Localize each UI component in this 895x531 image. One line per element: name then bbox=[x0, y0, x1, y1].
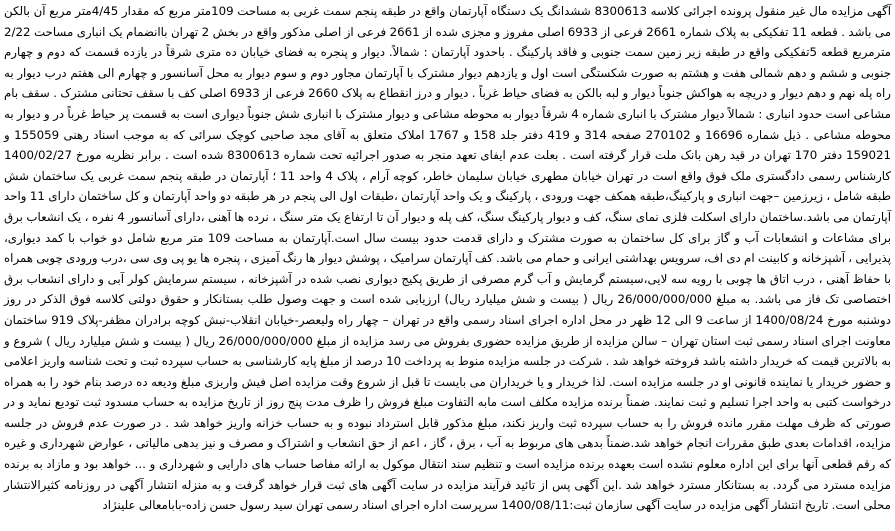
notice-body: آگهی مزایده مال غیر منقول پرونده اجرائی کلاسه 8300613 ششدانگ یک دستگاه آپارتمان واقع در طبقه پنجم سمت غربی به مساحت 109متر مربع که مقدار 4/45متر مربع آن بالکن می باشد . قطعه 11 تفکیکی به پلاک شماره 2661 فرعی از 6933 اصلی مفروز و مجزی شده از 2661 فرعی از اصلی مذکور واقع در بخش 2 تهران باانضمام یک انباری مساحت 2/22 مترمربع قطعه 5تفکیکی واقع در طبقه زیر زمین سمت جنوبی و فاقد پارکینگ . باحدود آپارتمان : شمالاً. دیوار و پنجره به فضای خیابان ده متری شرقاً در یازده قسمت که دوم و چهارم جنوبی و ششم و دهم شمالی هفت و هشتم به صورت شکستگی است اول و یازدهم دیوار مشترک با آپارتمان مجاور دوم و سوم دیوار به محل آسانسور و چهارم الی هفتم درب دیوار به راه پله نهم و دهم دیوار و دریچه به هواکش جنوباً دیوار و لبه بالکن به فضای حیاط غرباً . دیوار و درز انقطاع به پلاک 2660 فرعی از 6933 اصلی کف با سقف تحتانی مشترک . سقف بام مشاعی است حدود انباری : شمالاً دیوار مشترک با انباری شماره 4 شرقاً دیوار به محوطه مشاعی و دیوار مشترک با انباری شش جنوباً دیواری است به قسمت پر حیاط غرباً در و دیوار به محوطه مشاعی . ذیل شماره 16696 و 270102 صفحه 314 و 419 دفتر جلد 158 و 1767 املاک متعلق به آقای مجد صاحبی کوچک سرائی که به موجب اسناد رهنی 155059 و 159021 دفتر 170 تهران در قید رهن بانک ملت قرار گرفته است . بعلت عدم ایفای تعهد منجر به صدور اجرائیه تحت شماره 8300613 شده است . برابر نظریه مورخ 1400/02/27 کارشناس رسمی دادگستری ملک فوق واقع است در تهران خیابان مطهری خیابان سلیمان خاطر، کوچه آرام ، پلاک 4 واحد 11 ؛ آپارتمان در طبقه پنجم سمت غربی یک ساختمان شش طبقه شامل ، زیرزمین –جهت انباری و پارکینگ،طبقه همکف جهت ورودی ، پارکینگ و یک واحد آپارتمان ،طبقات اول الی پنجم در هر طبقه دو واحد آپارتمان و کل ساختمان دارای 11 واحد آپارتمان می باشد.ساختمان دارای اسکلت فلزی نمای سنگ، کف و دیوار پارکینگ سنگ، کف پله و دیوار آن تا ارتفاع یک متر سنگ ، نرده ها آهنی ،دارای آسانسور 4 نفره ، یک انشعاب برق برای مشاعات و انشعابات آب و گاز برای کل ساختمان به صورت مشترک و دارای قدمت حدود بیست سال است.آپارتمان به مساحت 109 متر مربع شامل دو خواب با کمد دیواری، پذیرایی ، آشپزخانه و کابینت ام دی اف، سرویس بهداشتی ایرانی و حمام می باشد. کف آپارتمان سرامیک ، پوشش دیوار ها رنگ آمیزی ، پنجره ها یو پی وی سی ،درب ورودی چوبی همراه با حفاظ آهنی ، درب اتاق ها چوبی با رویه سه لایی،سیستم گرمایش و آب گرم مصرفی از طریق پکیج دیواری نصب شده در آشپزخانه ، سیستم سرمایش کولر آبی و دارای انشعاب برق اختصاصی تک فاز می باشد. به مبلغ 26/000/000/000 ریال ( بیست و شش میلیارد ریال) ارزیابی شده است و جهت وصول طلب بستانکار و حقوق دولتی کلاسه فوق الذکر در روز دوشنبه مورخ 1400/08/24 از ساعت 9 الی 12 ظهر در محل اداره اجرای اسناد رسمی واقع در تهران – چهار راه ولیعصر-خیابان انقلاب-نبش کوچه برادران مظفر-پلاک 919 ساختمان معاونت اجرای اسناد رسمی ثبت استان تهران – سالن مزایده از طریق مزایده حضوری بفروش می رسد مزایده از مبلغ 26/000/000/000 ریال ( بیست و شش میلیارد ریال ) شروع و به بالاترین قیمت که خریدار داشته باشد فروخته خواهد شد . شرکت در جلسه مزایده منوط به پرداخت 10 درصد از مبلغ پایه کارشناسی به حساب سپرده ثبت و تحت شناسه واریز اعلامی و حضور خریدار یا نماینده قانونی او در جلسه مزایده است. لذا خریدار و یا خریداران می بایست تا قبل از شروع وقت مزایده اصل فیش واریزی مبلغ ودیعه ده درصد بنام خود را به همراه درخواست کتبی به واحد اجرا تسلیم و ثبت نمایند. ضمناً برنده مزایده مکلف است مابه التفاوت مبلغ فروش را ظرف مدت پنج روز از تاریخ مزایده به حساب مسدود ثبت تودیع نماید و در صورتی که ظرف مهلت مقرر مانده فروش را به حساب سپرده ثبت واریز نکند، مبلغ مذکور قابل استرداد نبوده و به حساب خزانه واریز خواهد شد . در صورت عدم فروش در جلسه مزایده، اقدامات بعدی طبق مقررات انجام خواهد شد.ضمناً بدهی های مربوط به آب ، برق ، گاز ، اعم از حق انشعاب و اشتراک و مصرف و نیز بدهی مالیاتی ، عوارض شهرداری و غیره که رقم قطعی آنها برای این اداره معلوم نشده است بعهده برنده مزایده است و تنظیم سند انتقال موکول به ارائه مفاصا حساب های دارایی و شهرداری و ... خواهد بود و مازاد به برنده مزایده مسترد می گردد. به بستانکار مسترد خواهد شد .این آگهی پس از تائید فرآیند مزایده در سایت آگهی های ثبت قرار خواهد گرفت و به منزله انتشار آگهی در روزنامه کثیرالانتشار محلی است. تاریخ انتشار آگهی مزایده در سایت آگهی سازمان ثبت:1400/08/11 سرپرست اداره اجرای اسناد رسمی تهران bbox=[4, 4, 892, 513]
notice-signature: سید رسول حسن زاده-بابامعالی علینژاد bbox=[102, 498, 293, 513]
